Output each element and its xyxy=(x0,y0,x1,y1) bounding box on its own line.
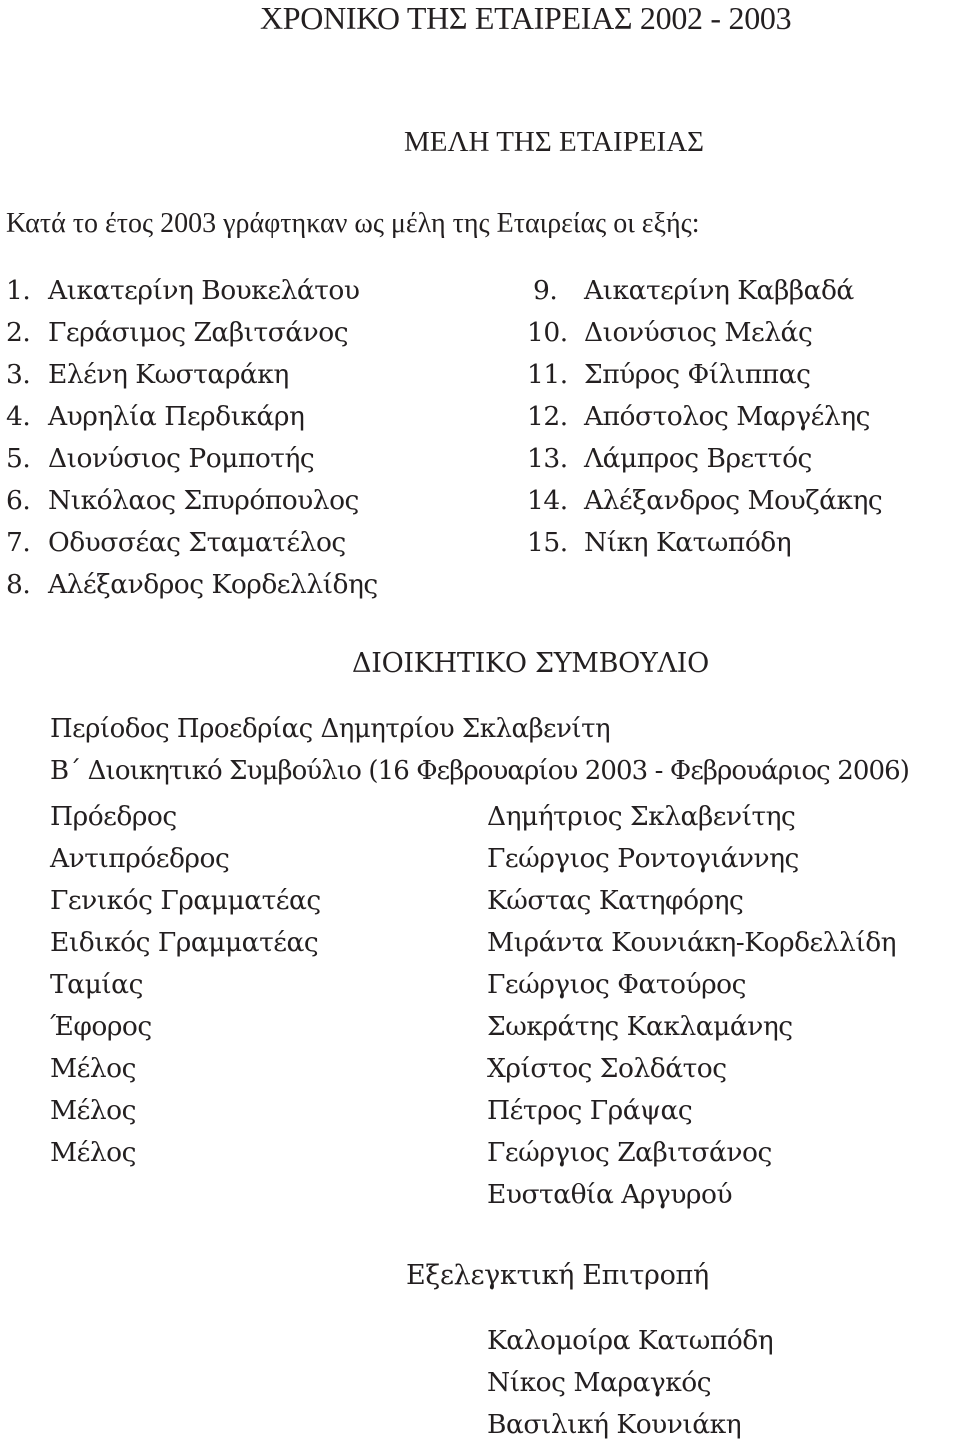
member-name: Αικατερίνη Βουκελάτου xyxy=(48,275,360,306)
board-member-name: Πέτρος Γράψας xyxy=(487,1095,693,1126)
member-name: Νικόλαος Σπυρόπουλος xyxy=(48,485,359,516)
board-role: Αντιπρόεδρος xyxy=(50,843,230,874)
member-name: Σπύρος Φίλιππας xyxy=(584,359,811,390)
audit-member-name: Βασιλική Κουνιάκη xyxy=(487,1409,742,1440)
member-number: 1. xyxy=(6,275,31,306)
board-member-name: Δημήτριος Σκλαβενίτης xyxy=(487,801,796,832)
board-member-name: Γεώργιος Ροντογιάννης xyxy=(487,843,799,874)
member-number: 13. xyxy=(527,443,568,474)
member-number: 7. xyxy=(6,527,31,558)
board-role: Μέλος xyxy=(50,1095,136,1126)
member-number: 2. xyxy=(6,317,31,348)
member-number: 6. xyxy=(6,485,31,516)
member-name: Αυρηλία Περδικάρη xyxy=(48,401,305,432)
member-name: Ελένη Κωσταράκη xyxy=(48,359,289,390)
board-member-name: Χρίστος Σολδάτος xyxy=(487,1053,727,1084)
member-number: 5. xyxy=(6,443,31,474)
member-name: Διονύσιος Μελάς xyxy=(584,317,813,348)
member-name: Αλέξανδρος Μουζάκης xyxy=(584,485,883,516)
member-number: 9. xyxy=(533,275,558,306)
page-title: ΧΡΟΝΙΚΟ ΤΗΣ ΕΤΑΙΡΕΙΑΣ 2002 - 2003 xyxy=(260,0,792,36)
member-name: Απόστολος Μαργέλης xyxy=(584,401,870,432)
member-number: 4. xyxy=(6,401,31,432)
board-role: Ειδικός Γραμματέας xyxy=(50,927,319,958)
members-intro: Κατά το έτος 2003 γράφτηκαν ως μέλη της Εταιρείας οι εξής: xyxy=(6,208,700,239)
member-number: 11. xyxy=(527,359,568,390)
member-number: 10. xyxy=(527,317,568,348)
board-member-name: Γεώργιος Ζαβιτσάνος xyxy=(487,1137,772,1168)
board-role: Ταμίας xyxy=(50,969,143,1000)
member-name: Αλέξανδρος Κορδελλίδης xyxy=(48,569,378,600)
member-name: Γεράσιμος Ζαβιτσάνος xyxy=(48,317,349,348)
member-number: 3. xyxy=(6,359,31,390)
member-name: Αικατερίνη Καββαδά xyxy=(584,275,854,306)
board-role: Μέλος xyxy=(50,1137,136,1168)
board-role: Μέλος xyxy=(50,1053,136,1084)
presidency-period: Περίοδος Προεδρίας Δημητρίου Σκλαβενίτη xyxy=(50,714,611,744)
member-name: Λάμπρος Βρεττός xyxy=(584,443,812,474)
member-number: 14. xyxy=(527,485,568,516)
board-member-name: Ευσταθία Αργυρού xyxy=(487,1179,733,1210)
audit-committee-heading: Εξελεγκτική Επιτροπή xyxy=(406,1260,709,1291)
board-member-name: Μιράντα Κουνιάκη-Κορδελλίδη xyxy=(487,927,897,958)
member-number: 15. xyxy=(527,527,568,558)
board-heading: ΔΙΟΙΚΗΤΙΚΟ ΣΥΜΒΟΥΛΙΟ xyxy=(352,648,709,679)
board-role: Πρόεδρος xyxy=(50,801,177,832)
member-name: Νίκη Κατωπόδη xyxy=(584,527,792,558)
board-member-name: Γεώργιος Φατούρος xyxy=(487,969,746,1000)
board-member-name: Κώστας Κατηφόρης xyxy=(487,885,744,916)
members-heading: ΜΕΛΗ ΤΗΣ ΕΤΑΙΡΕΙΑΣ xyxy=(404,126,705,158)
member-number: 12. xyxy=(527,401,568,432)
audit-member-name: Καλομοίρα Κατωπόδη xyxy=(487,1325,774,1356)
audit-member-name: Νίκος Μαραγκός xyxy=(487,1367,712,1398)
board-subtitle: Β΄ Διοικητικό Συμβούλιο (16 Φεβρουαρίου 2003 - Φεβρουάριος 2006) xyxy=(50,756,910,786)
board-role: Έφορος xyxy=(50,1011,152,1042)
member-name: Οδυσσέας Σταματέλος xyxy=(48,527,346,558)
member-number: 8. xyxy=(6,569,31,600)
board-role: Γενικός Γραμματέας xyxy=(50,885,321,916)
board-member-name: Σωκράτης Κακλαμάνης xyxy=(487,1011,793,1042)
member-name: Διονύσιος Ρομποτής xyxy=(48,443,315,474)
